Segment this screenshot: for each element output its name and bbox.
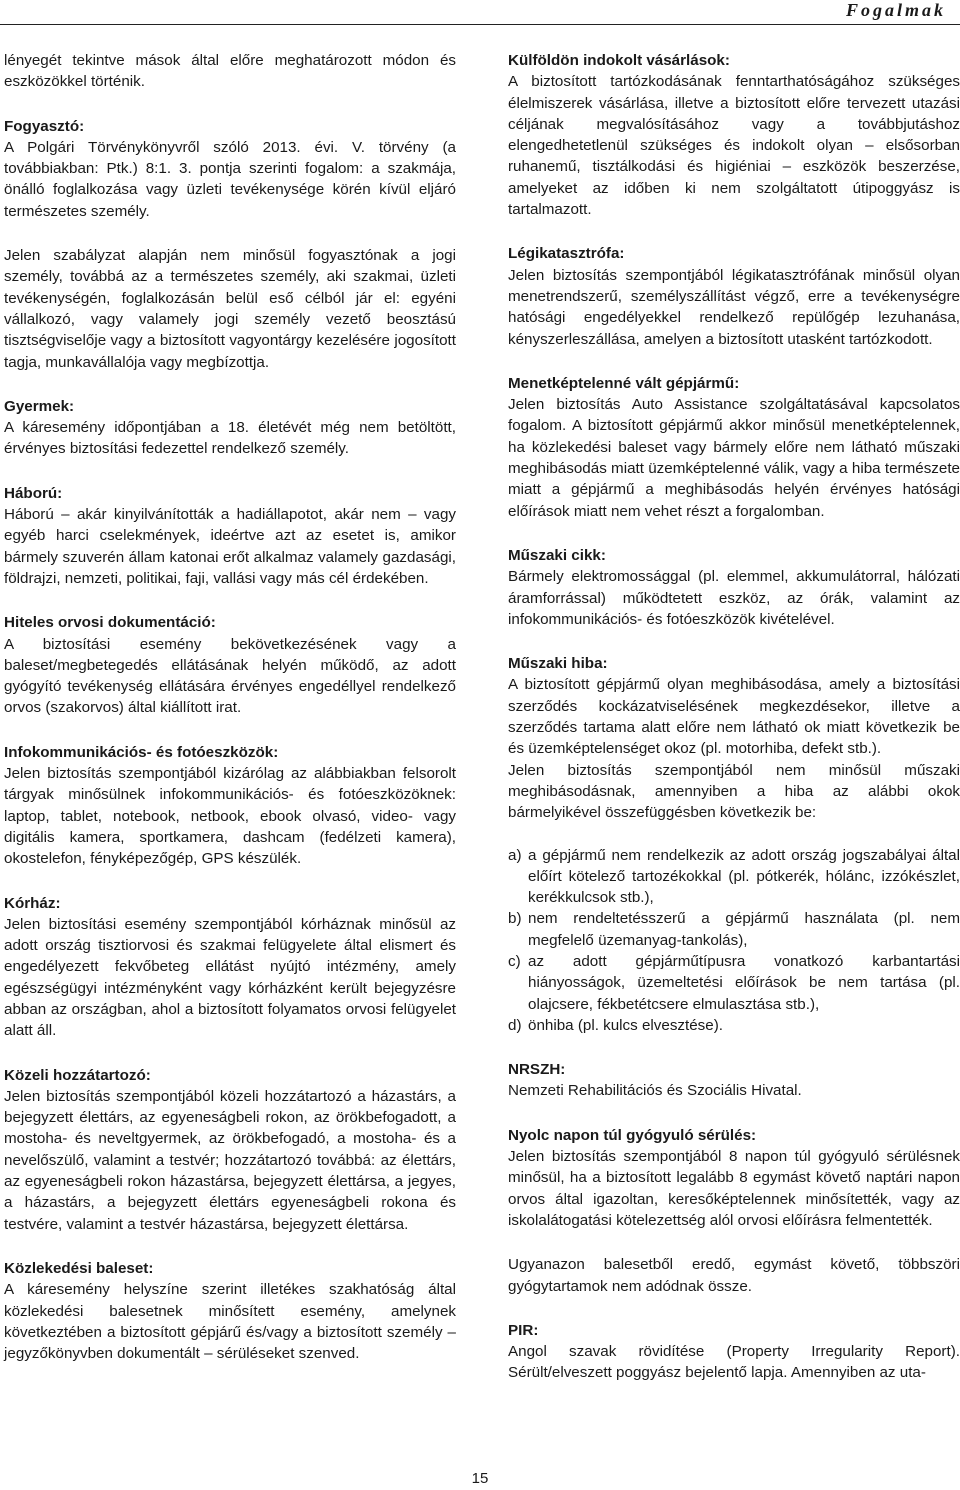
term-heading: Közeli hozzátartozó: [4,1066,151,1084]
list-marker: a) [508,846,522,864]
definition-haboru [4,483,456,589]
term-heading: PIR: [508,1321,539,1339]
term-heading: Kórház: [4,894,61,912]
definition-text: Jelen biztosítás szempontjából kizárólag az alábbiakban felsorolt tárgyak minősülnek infokommunikációs- és fotóeszközöknek: laptop, tablet, notebook, netbook, ebook olvasó, video- vagy digitális kamera, sportkamera, dashcam (fedélzeti kamera), okostelefon, fényképezőgép, GPS készülék. [4,765,456,868]
definition-text: Jelen biztosítás szempontjából nem minősül műszaki meghibásodásnak, amennyiben a hiba az alábbi okok bármelyikével összefüggésben következik be: [508,761,960,822]
term-heading: Műszaki hiba: [508,655,608,673]
intro-text: lényegét tekintve mások által előre meghatározott módon és eszközökkel történik. [4,52,456,91]
term-heading: Menetképtelenné vált gépjármű: [508,374,740,392]
definition-text: Jelen biztosítási esemény szempontjából kórháznak minősül az adott ország tisztiorvosi és szakmai felügyelete által elismert és engedélyezett fekvőbeteg ellátást nyújtó intézmény, amely egészségügyi intézményként vagy kórházként került bejegyzésre abban az országban, ahol a biztosított folyamatos orvosi felügyelet alatt áll. [4,915,456,1040]
term-heading: Külföldön indokolt vásárlások: [508,52,730,69]
list-item [508,951,960,1015]
definition-kozeli [4,1065,456,1235]
definition-pir [508,1320,960,1384]
list-item-text: önhiba (pl. kulcs elvesztése). [528,1016,723,1034]
term-heading: Nyolc napon túl gyógyuló sérülés: [508,1126,757,1144]
definition-text: A káresemény időpontjában a 18. életévét még nem betöltött, érvényes biztosítási fedezettel rendelkező személy. [4,419,456,458]
header-title: Fogalmak [845,0,946,20]
definition-text: Jelen biztosítás Auto Assistance szolgáltatásával kapcsolatos fogalom. A biztosított gépjármű akkor minősül menetképtelennek, ha közlekedési baleset vagy bármely előre nem látható műszaki meghibásodás miatt üzemképtelenné válik, vagy a hiba természete miatt a gépjármű a meghibásodás helyén érvényes hatósági előírások miatt nem vehet részt a forgalomban. [508,396,960,520]
list-item-text: az adott gépjárműtípusra vonatkozó karbantartási hiányosságok, üzemeltetési előírások be nem tartása (pl. olajcsere, fékbetétcsere elmulasztása stb.), [528,952,960,1013]
definition-text: Jelen biztosítás szempontjából közeli hozzátartozó a házastárs, a bejegyzett élettárs, az egyeneságbeli rokon, az örökbefogadott, a mostoha- és neveltgyermek, az örökbefogadó, a mostoha- és a nevelőszülő, valamint a testvér; hozzátartozó továbbá: az élettárs, az egyeneságbeli rokon házastársa, bejegyzett élettársa, a jegyes, a házastárs, a bejegyzett élettárs egyeneságbeli rokona és testvére, valamint a testvér házastársa, bejegyzett élettársa. [4,1087,456,1233]
definition-text: A biztosított gépjármű olyan meghibásodása, amely a biztosítási szerződés kockázatviselésének megkezdésekor, illetve a szerződés tartama alatt előre nem látható ok miatt következik be és üzemképtelenséget okoz (pl. motorhiba, defekt stb.). [508,676,960,758]
definition-text: A Polgári Törvénykönyvről szóló 2013. évi. V. törvény (a továbbiakban: Ptk.) 8:1. 3. pontja szerinti fogalom: a szakmája, önálló foglalkozása vagy üzleti tevékenysége körén kívül eljáró természetes személy. [4,138,456,220]
list-item-text: nem rendeltetésszerű a gépjármű használata (pl. nem megfelelő üzemanyag-tankolás), [528,910,960,949]
definition-menet [508,373,960,522]
definition-muszaki-cikk [508,545,960,630]
definition-korhaz [4,893,456,1042]
right-column [508,50,960,1407]
definition-text: A káresemény helyszíne szerint illetékes szakhatóság által közlekedési balesetnek minősített esemény, amelynek következtében a biztosított gépjárű és/vagy a biztosított személy – jegyzőkönyvben dokumentált – sérüléseket szenved. [4,1281,456,1363]
definition-text: Jelen szabályzat alapján nem minősül fogyasztónak a jogi személy, továbbá az a természetes személy, aki szakmai, üzleti tevékenységén, foglalkozásán belül eső célból jár el: egyéni vállalkozó, vagy valamely jogi személy vezető beosztású tisztségviselője vagy a biztosított vagyontárgy kezelésére jogosított tagja, munkavállalója vagy megbízottja. [4,247,456,371]
term-heading: Infokommunikációs- és fotóeszközök: [4,743,279,761]
header-rule [0,24,960,25]
term-heading: Közlekedési baleset: [4,1259,154,1277]
term-heading: NRSZH: [508,1061,566,1079]
definition-hiteles [4,612,456,718]
definition-kulfoldon [508,50,960,220]
definition-text: Angol szavak rövidítése (Property Irregularity Report). Sérült/elveszett poggyász bejelentő lapja. Amennyiben az uta- [508,1343,960,1382]
definition-nrszh [508,1059,960,1102]
term-heading: Műszaki cikk: [508,546,606,564]
definition-fogyaszto [4,116,456,373]
definition-text: Jelen biztosítás szempontjából 8 napon túl gyógyuló sérülésnek minősül, ha a biztosított legalább 8 egymást követő naptári napon orvos által igazoltan, keresőképtelennek minősítették, vagy az iskolalátogatási kötelezettség alól orvosi előírásra felmentették. [508,1148,960,1229]
definition-muszaki-hiba [508,653,960,1036]
intro-section [4,50,456,93]
definition-kozlekedesi [4,1258,456,1364]
definition-text: A biztosítási esemény bekövetkezésének vagy a baleset/megbetegedés ellátásának helyén működő, az adott gyógyító tevékenység ellátására érvényes engedéllyel rendelkező orvos (szakorvos) által kiállított irat. [4,635,456,717]
definition-gyermek [4,396,456,460]
term-heading: Légikatasztrófa: [508,245,625,263]
list-marker: d) [508,1016,522,1034]
list-item [508,908,960,951]
definition-nyolc [508,1125,960,1297]
left-column [4,50,456,1387]
list-marker: c) [508,952,521,970]
definition-text: A biztosított tartózkodásának fenntarthatóságához szükséges élelmiszerek vásárlása, illetve a biztosított előre tervezett utazási céljának megvalósításához vagy a továbbjutáshoz elengedhetetlenül szükséges és indokolt olyan – elsősorban ruhanemű, tisztálkodási és higiéniai – eszközök beszerzése, amelyeket az időben ki nem szolgáltatott útipoggyász is tartalmazott. [508,73,960,219]
exclusion-list [508,845,960,1037]
definition-info [4,742,456,870]
term-heading: Gyermek: [4,397,75,415]
list-item-text: a gépjármű nem rendelkezik az adott ország jogszabályai által előírt kötelező tartozékokkal (pl. pótkerék, hólánc, izzókészlet, kerékkulcsok stb.), [528,846,960,907]
term-heading: Hiteles orvosi dokumentáció: [4,614,216,632]
definition-text: Háború – akár kinyilvánították a hadiállapotot, akár nem – vagy egyéb harci cselekmények, ideértve azt az esetet is, amikor bármely szuverén állam katonai erőt alkalmaz valamely gazdasági, földrajzi, nemzeti, politikai, faji, vallási vagy más cél érdekében. [4,506,456,587]
term-heading: Fogyasztó: [4,117,85,135]
list-item [508,845,960,909]
definition-text: Bármely elektromossággal (pl. elemmel, akkumulátorral, hálózati áramforrással) működtetett eszköz, az órák, valamint az infokommunikációs- és fotóeszközök kivételével. [508,568,960,628]
page-number: 15 [471,1470,489,1487]
definition-text: Nemzeti Rehabilitációs és Szociális Hivatal. [508,1082,802,1100]
definition-text: Ugyanazon balesetből eredő, egymást követő, többszöri gyógytartamok nem adódnak össze. [508,1256,960,1295]
list-item [508,1015,960,1036]
term-heading: Háború: [4,484,63,502]
list-marker: b) [508,910,522,928]
definition-text: Jelen biztosítás szempontjából légikatasztrófának minősül olyan menetrendszerű, személyszállítást végző, erre a tevékenységre hatósági engedélyekkel rendelkező repülőgép lezuhanása, kényszerleszállása, amelyen a biztosított utasként tartózkodott. [508,266,960,348]
page-header [0,0,960,30]
definition-legi [508,243,960,349]
